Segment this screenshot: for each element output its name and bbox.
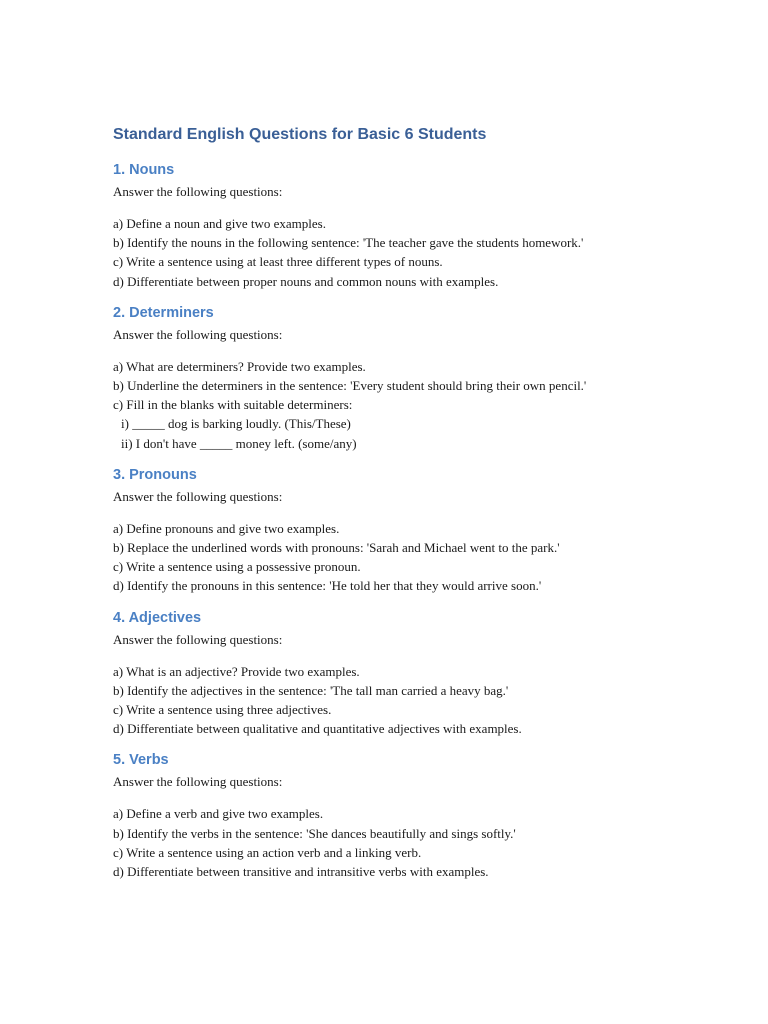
question-list xyxy=(113,214,733,291)
question-item: b) Underline the determiners in the sentence: 'Every student should bring their own pencil.' xyxy=(113,378,587,394)
question-list xyxy=(113,519,733,596)
question-item: a) What are determiners? Provide two examples. xyxy=(113,358,366,374)
question-item: b) Identify the adjectives in the sentence: 'The tall man carried a heavy bag.' xyxy=(113,682,509,698)
question-item: b) Identify the verbs in the sentence: 'She dances beautifully and sings softly.' xyxy=(113,825,516,841)
section-adjectives xyxy=(113,608,733,739)
section-heading: 4. Adjectives xyxy=(113,609,202,626)
section-nouns xyxy=(113,160,733,291)
question-item: c) Write a sentence using a possessive pronoun. xyxy=(113,559,361,575)
question-item: d) Differentiate between qualitative and quantitative adjectives with examples. xyxy=(113,721,522,737)
question-item: b) Identify the nouns in the following sentence: 'The teacher gave the students homework.' xyxy=(113,235,584,251)
document-title: Standard English Questions for Basic 6 Students xyxy=(113,126,487,143)
question-item: a) Define a noun and give two examples. xyxy=(113,216,326,231)
question-item: a) Define pronouns and give two examples. xyxy=(113,520,340,536)
question-item: c) Write a sentence using at least three different types of nouns. xyxy=(113,254,443,270)
section-verbs xyxy=(113,750,733,881)
section-determiners xyxy=(113,303,733,453)
section-instruction: Answer the following questions: xyxy=(113,631,283,647)
document-page xyxy=(113,124,733,893)
question-item: a) Define a verb and give two examples. xyxy=(113,806,324,822)
question-item: a) What is an adjective? Provide two examples. xyxy=(113,663,360,679)
section-instruction: Answer the following questions: xyxy=(113,488,283,504)
section-heading: 2. Determiners xyxy=(113,304,214,321)
question-item: b) Replace the underlined words with pronouns: 'Sarah and Michael went to the park.' xyxy=(113,540,560,556)
question-item: d) Differentiate between proper nouns and common nouns with examples. xyxy=(113,273,499,289)
section-instruction: Answer the following questions: xyxy=(113,326,283,342)
question-sub-item: i) _____ dog is barking loudly. (This/These) xyxy=(121,416,351,432)
section-instruction: Answer the following questions: xyxy=(113,774,283,790)
section-instruction: Answer the following questions: xyxy=(113,184,283,199)
question-item: d) Differentiate between transitive and intransitive verbs with examples. xyxy=(113,864,489,880)
question-item: d) Identify the pronouns in this sentence: 'He told her that they would arrive soon.' xyxy=(113,578,542,594)
question-list xyxy=(113,804,733,881)
question-list xyxy=(113,662,733,739)
question-sub-item: ii) I don't have _____ money left. (some/any) xyxy=(121,435,357,451)
question-item: c) Fill in the blanks with suitable determiners: xyxy=(113,397,353,413)
question-item: c) Write a sentence using three adjectives. xyxy=(113,702,332,718)
section-heading: 5. Verbs xyxy=(113,752,169,769)
question-item: c) Write a sentence using an action verb and a linking verb. xyxy=(113,844,422,860)
section-heading: 3. Pronouns xyxy=(113,466,197,483)
question-list xyxy=(113,357,733,453)
section-heading: 1. Nouns xyxy=(113,162,175,178)
section-pronouns xyxy=(113,465,733,596)
